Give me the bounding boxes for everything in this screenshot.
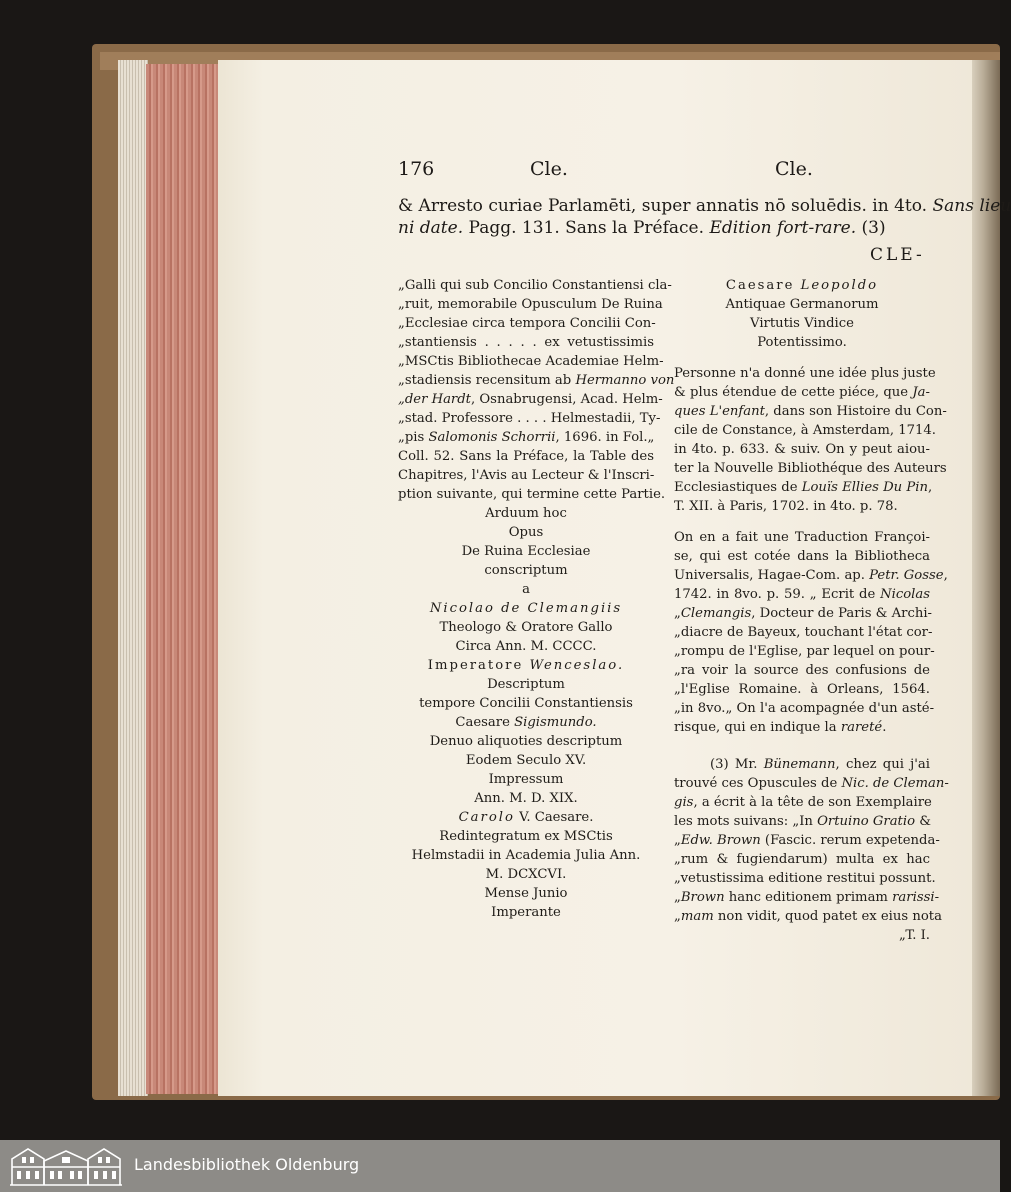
left-column	[398, 276, 675, 922]
text-run: (3)	[856, 218, 886, 238]
text-run: „pis	[398, 430, 429, 445]
italic-run: Clemangis	[680, 606, 752, 621]
text-run: V. Caesare.	[514, 810, 594, 825]
text-line: „rompu de l'Eglise, par lequel on pour-	[674, 644, 935, 659]
text-run: „	[674, 890, 681, 905]
italic-run: ques L'enfant	[674, 404, 765, 419]
inscription-line: Potentissimo.	[757, 335, 847, 350]
text-run: Ecclesiastiques de	[674, 480, 802, 495]
footnote-3	[674, 755, 949, 945]
text-line: Coll. 52. Sans la Préface, la Table des	[398, 449, 654, 464]
italic-run: rareté	[840, 720, 883, 735]
italic-run: Brown	[680, 890, 725, 905]
text-run: „	[674, 909, 681, 924]
running-head-right: Cle.	[775, 158, 813, 180]
text-run: trouvé ces Opuscules de	[674, 776, 842, 791]
inscription-line	[398, 713, 654, 732]
italic-run: Salomonis Schorrii	[428, 430, 556, 445]
paragraph-1	[674, 364, 947, 516]
top-line-2	[398, 218, 930, 238]
text-line: „l'Eglise Romaine. à Orleans, 1564.	[674, 682, 930, 697]
italic-run: gis	[674, 795, 694, 810]
text-line	[674, 566, 948, 585]
inscription-line: De Ruina Ecclesiae	[461, 544, 591, 559]
text-run: & Arresto curiae Parlamēti, super annatis nō soluēdis. in 4to.	[398, 196, 933, 216]
text-line	[674, 774, 949, 793]
text-line	[674, 755, 930, 774]
text-run: , a écrit à la tête de son Exemplaire	[693, 795, 932, 810]
library-footer-bar	[0, 1140, 1000, 1192]
text-line: „stad. Professore . . . . Helmestadii, Ty-	[398, 411, 661, 426]
inscription-line: conscriptum	[484, 563, 568, 578]
italic-run: Leopoldo	[800, 278, 879, 293]
text-line	[674, 402, 947, 421]
text-run: „stadiensis recensitum ab	[398, 373, 576, 388]
inscription-line: Helmstadii in Academia Julia Ann.	[411, 848, 641, 863]
page-stack-edge	[118, 60, 148, 1096]
italic-run: Petr. Gosse	[869, 568, 944, 583]
italic-run: Nicolas	[880, 587, 930, 602]
inscription-line: Mense Junio	[484, 886, 568, 901]
inscription-line: Descriptum	[487, 677, 565, 692]
inscription-line: Redintegratum ex MSCtis	[439, 829, 613, 844]
italic-run: Ja-	[912, 385, 930, 400]
text-run: , Osnabrugensi, Acad. Helm-	[470, 392, 663, 407]
text-line: „stantiensis . . . . . ex vetustissimis	[398, 335, 654, 350]
inscription-line: Ann. M. D. XIX.	[474, 791, 578, 806]
text-run: hanc editionem primam	[724, 890, 893, 905]
inscription-line	[398, 656, 654, 675]
italic-run: Hermanno von	[575, 373, 675, 388]
inscription-line: tempore Concilii Constantiensis	[419, 696, 633, 711]
text-line: cile de Constance, à Amsterdam, 1714.	[674, 423, 936, 438]
italic-run: Carolo	[458, 810, 515, 825]
text-line: Chapitres, l'Avis au Lecteur & l'Inscri-	[398, 468, 655, 483]
text-run: (3) Mr.	[710, 757, 764, 772]
text-line: ption suivante, qui termine cette Partie.	[398, 487, 666, 502]
text-line	[674, 604, 930, 623]
italic-run: Ortuino Gratio	[817, 814, 916, 829]
inscription-line: Denuo aliquoties descriptum	[429, 734, 623, 749]
text-line: „MSCtis Bibliothecae Academiae Helm-	[398, 354, 664, 369]
text-run: les mots suivans: „In	[674, 814, 818, 829]
text-line	[398, 428, 654, 447]
text-line: „diacre de Bayeux, touchant l'état cor-	[674, 625, 933, 640]
italic-run: Sans lieu	[932, 196, 1011, 216]
catchword-footnote: „T. I.	[898, 928, 930, 943]
text-line	[398, 390, 663, 409]
text-line	[674, 478, 933, 497]
text-run: .	[882, 720, 887, 735]
top-line-1	[398, 196, 1011, 216]
text-run: , chez qui j'ai	[835, 757, 930, 772]
inscription-line: Virtutis Vindice	[750, 316, 854, 331]
text-line: „vetustissima editione restitui possunt.	[674, 871, 936, 886]
italic-run: Wenceslao.	[529, 658, 625, 673]
inscription-line: Circa Ann. M. CCCC.	[455, 639, 597, 654]
text-run: 1742. in 8vo. p. 59. „ Ecrit de	[674, 587, 881, 602]
text-line	[674, 718, 930, 737]
italic-run: rarissi-	[892, 890, 940, 905]
inscription-line	[398, 808, 654, 827]
paragraph-2	[674, 528, 948, 737]
text-run: „	[674, 606, 681, 621]
page-number: 176	[398, 158, 435, 180]
text-line	[674, 831, 940, 850]
inscription-line	[674, 276, 930, 295]
red-page-edge	[146, 64, 220, 1094]
text-line: On en a fait une Traduction Françoi-	[674, 530, 930, 545]
italic-run: Nic. de Cleman-	[841, 776, 949, 791]
italic-run: Edw. Brown	[680, 833, 761, 848]
text-line: „Galli qui sub Concilio Constantiensi cla-	[398, 278, 672, 293]
text-line	[674, 383, 930, 402]
inscription-line: M. DCXCVI.	[485, 867, 567, 882]
text-run: non vidit, quod patet ex eius nota	[713, 909, 942, 924]
library-name: Landesbibliothek Oldenburg	[134, 1155, 360, 1174]
text-line: „ra voir la source des confusions de	[674, 663, 930, 678]
text-line: „Ecclesiae circa tempora Concilii Con-	[398, 316, 656, 331]
inscription-line: a	[522, 582, 530, 597]
text-run: Caesare	[455, 715, 515, 730]
text-line	[674, 907, 942, 926]
right-column	[674, 276, 949, 945]
inscription-line: Antiquae Germanorum	[725, 297, 879, 312]
italic-run: mam	[680, 909, 714, 924]
italic-run: Sigismundo.	[514, 715, 597, 730]
italic-run: ni date.	[398, 218, 464, 238]
running-head-left: Cle.	[530, 158, 568, 180]
italic-run: „der Hardt	[398, 392, 471, 407]
inscription-line: Opus	[508, 525, 544, 540]
text-run: risque, qui en indique la	[674, 720, 841, 735]
library-building-logo-icon	[8, 1145, 124, 1187]
text-run: Universalis, Hagae-Com. ap.	[674, 568, 870, 583]
text-line: „rum & fugiendarum) multa ex hac	[674, 852, 930, 867]
inscription-block	[398, 504, 654, 922]
catchword-cle: CLE-	[870, 245, 925, 265]
inscription-line: Imperante	[491, 905, 561, 920]
text-run: „	[674, 833, 681, 848]
inscription-line: Theologo & Oratore Gallo	[439, 620, 613, 635]
text-line: „in 8vo.„ On l'a acompagnée d'un asté-	[674, 701, 935, 716]
text-line: ter la Nouvelle Bibliothéque des Auteurs	[674, 461, 947, 476]
text-run: Imperatore	[427, 658, 530, 673]
text-run: (Fascic. rerum expetenda-	[760, 833, 940, 848]
text-run: , dans son Histoire du Con-	[764, 404, 947, 419]
text-line: T. XII. à Paris, 1702. in 4to. p. 78.	[674, 499, 898, 514]
text-line	[674, 888, 940, 907]
text-run: Caesare	[725, 278, 801, 293]
text-run: ,	[927, 480, 933, 495]
text-run: , Docteur de Paris & Archi-	[751, 606, 932, 621]
italic-run: Edition fort-rare.	[709, 218, 857, 238]
text-line	[398, 371, 675, 390]
italic-run: Bünemann	[763, 757, 836, 772]
inscription-line: Impressum	[488, 772, 564, 787]
text-line: „ruit, memorabile Opusculum De Ruina	[398, 297, 663, 312]
text-run: & plus étendue de cette piéce, que	[674, 385, 913, 400]
text-run: &	[915, 814, 931, 829]
text-line: Personne n'a donné une idée plus juste	[674, 366, 936, 381]
text-run: , 1696. in Fol.„	[555, 430, 655, 445]
text-line: se, qui est cotée dans la Bibliotheca	[674, 549, 930, 564]
text-line	[674, 585, 930, 604]
text-line: in 4to. p. 633. & suiv. On y peut aiou-	[674, 442, 930, 457]
inscription-line: Arduum hoc	[485, 506, 567, 521]
text-run: ,	[943, 568, 948, 583]
inscription-line: Eodem Seculo XV.	[465, 753, 587, 768]
text-run: Pagg. 131. Sans la Préface.	[463, 218, 710, 238]
text-line	[674, 812, 930, 831]
italic-run: Louïs Ellies Du Pin	[801, 480, 928, 495]
inscription-line: Nicolao de Clemangiis	[429, 601, 623, 616]
text-line	[674, 793, 930, 812]
